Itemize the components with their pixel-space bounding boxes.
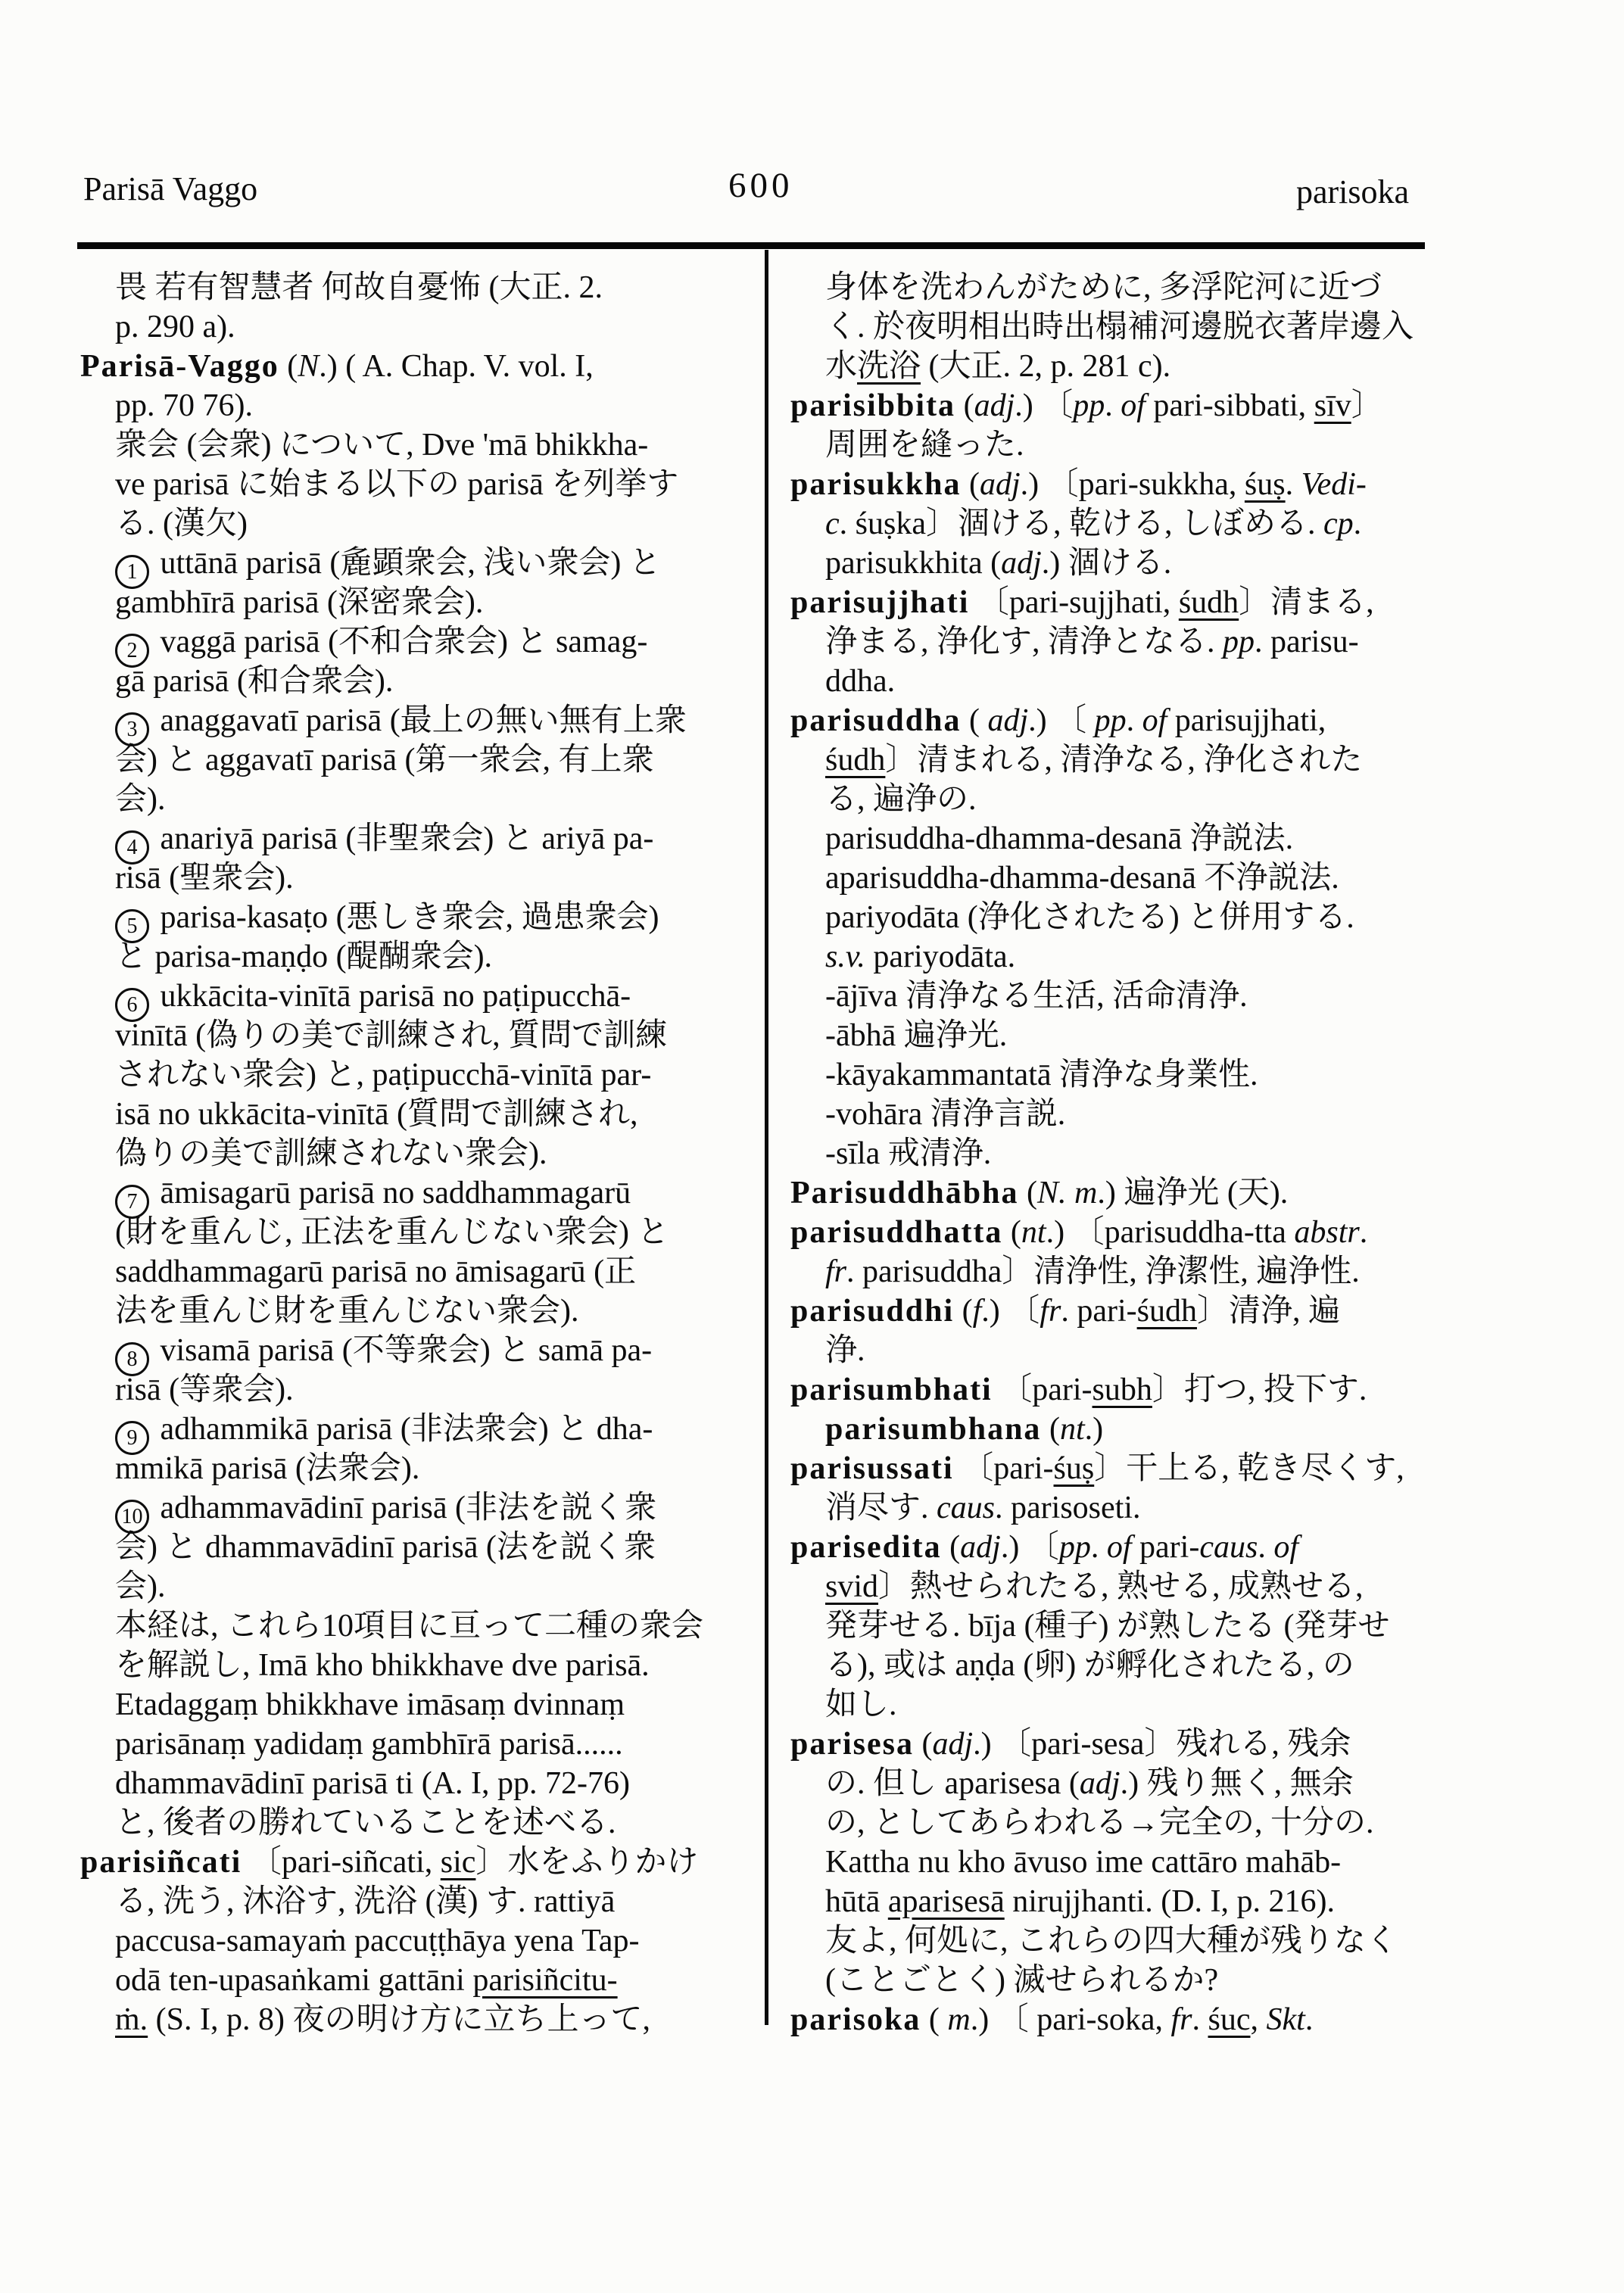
text-line: 会). — [115, 782, 166, 817]
text-line: -ābhā 遍浄光. — [825, 1018, 1008, 1053]
text-line: と parisa-maṇḍo (醍醐衆会). — [115, 939, 493, 974]
text-line: の. 但し aparisesa (adj.) 残り無く, 無余 — [825, 1766, 1354, 1801]
text-line: parisujjhati 〔pari-sujjhati, śudh〕清まる, — [790, 585, 1374, 620]
circled-number: 8 — [115, 1342, 149, 1376]
text-line: śudh〕清まれる, 清浄なる, 浄化された — [825, 743, 1363, 777]
text-line: (ことごとく) 滅せられるか? — [825, 1963, 1219, 1998]
right-column — [790, 268, 1431, 2039]
text-line: 衆会 (会衆) について, Dve 'mā bhikkha- — [115, 428, 649, 463]
text-line: 水洗浴 (大正. 2, p. 281 c). — [825, 349, 1171, 384]
circled-number: 9 — [115, 1421, 149, 1455]
text-line: Parisuddhābha (N. m.) 遍浄光 (天). — [790, 1176, 1289, 1210]
text-line: 9 adhammikā parisā (非法衆会) と dha- — [80, 1410, 766, 1449]
text-line: svid〕熱せられたる, 熟せる, 成熟せる, — [825, 1569, 1364, 1604]
circled-number: 10 — [115, 1500, 149, 1534]
text-line: parisukkha (adj.) 〔pari-sukkha, śuṣ. Vedi- — [790, 467, 1367, 502]
text-line: parisumbhana (nt.) — [825, 1412, 1104, 1447]
text-line: 身体を洗わんがために, 多浮陀河に近づ — [825, 270, 1382, 305]
circled-number: 3 — [115, 712, 149, 746]
circled-number: 5 — [115, 909, 149, 943]
text-line: 1 uttānā parisā (麁顕衆会, 浅い衆会) と — [80, 544, 766, 583]
text-line: pp. 70 76). — [115, 388, 253, 423]
text-line: 周囲を縫った. — [825, 428, 1024, 463]
text-line: parisiñcati 〔pari-siñcati, sic〕水をふりかけ — [80, 1845, 699, 1880]
circled-number: 1 — [115, 555, 149, 589]
text-line: isā no ukkācita-vinītā (質問で訓練され, — [115, 1097, 638, 1132]
circled-number: 6 — [115, 988, 149, 1022]
text-line: 会) と aggavatī parisā (第一衆会, 有上衆 — [115, 743, 654, 777]
text-line: 6 ukkācita-vinītā parisā no paṭipucchā- — [80, 977, 766, 1016]
text-line: parisuddha ( adj.) 〔 pp. of parisujjhati, — [790, 703, 1326, 738]
text-line: mmikā parisā (法衆会). — [115, 1451, 420, 1486]
text-line: parisoka ( m.) 〔 pari-soka, fr. śuc, Skt. — [790, 2002, 1314, 2037]
text-line: 偽りの美で訓練されない衆会). — [115, 1136, 547, 1171]
text-line: parisumbhati 〔pari-subh〕打つ, 投下す. — [790, 1372, 1367, 1407]
text-line: Parisā-Vaggo (N.) ( A. Chap. V. vol. I, — [80, 349, 594, 384]
text-line: 発芽せる. bīja (種子) が熟したる (発芽せ — [825, 1609, 1390, 1643]
text-line: parisuddha-dhamma-desanā 浄説法. — [825, 821, 1294, 856]
text-line: risā (等衆会). — [115, 1372, 294, 1407]
text-line: 友よ, 何処に, これらの四大種が残りなく — [825, 1924, 1398, 1958]
text-line: 本経は, これら10項目に亘って二種の衆会 — [115, 1609, 704, 1643]
text-line: parisibbita (adj.) 〔pp. of pari-sibbati, sīv〕 — [790, 388, 1383, 423]
header-rule — [77, 242, 1425, 249]
text-line: fr. parisuddha〕清浄性, 浄潔性, 遍浄性. — [825, 1254, 1360, 1289]
text-line: gambhīrā parisā (深密衆会). — [115, 585, 484, 620]
text-line: 会) と dhammavādinī parisā (法を説く衆 — [115, 1530, 656, 1565]
text-line: Etadaggaṃ bhikkhave imāsaṃ dvinnaṃ — [115, 1687, 625, 1722]
text-line: odā ten-upasaṅkami gattāni parisiñcitu- — [115, 1963, 618, 1998]
text-line: parisuddhi (f.) 〔fr. pari-śudh〕清浄, 遍 — [790, 1294, 1340, 1329]
text-line: s.v. pariyodāta. — [825, 939, 1016, 974]
text-line: c. śuṣka〕涸ける, 乾ける, しぼめる. cp. — [825, 506, 1362, 541]
text-line: parisānaṃ yadidaṃ gambhīrā parisā...... — [115, 1727, 623, 1762]
text-line: 8 visamā parisā (不等衆会) と samā pa- — [80, 1331, 766, 1370]
text-line: gā parisā (和合衆会). — [115, 664, 394, 699]
text-line: saddhammagarū parisā no āmisagarū (正 — [115, 1254, 637, 1289]
text-line: 7 āmisagarū parisā no saddhammagarū — [80, 1173, 766, 1213]
circled-number: 2 — [115, 634, 149, 668]
text-line: 会). — [115, 1569, 166, 1604]
text-line: る), 或は aṇḍa (卵) が孵化されたる, の — [825, 1648, 1354, 1683]
circled-number: 7 — [115, 1185, 149, 1219]
text-line: Kattha nu kho āvuso ime cattāro mahāb- — [825, 1845, 1342, 1880]
text-line: ddha. — [825, 664, 896, 699]
text-line: parisedita (adj.) 〔pp. of pari-caus. of — [790, 1530, 1298, 1565]
text-line: 3 anaggavatī parisā (最上の無い無有上衆 — [80, 701, 766, 740]
text-line: と, 後者の勝れていることを述べる. — [115, 1805, 616, 1840]
text-line: 2 vaggā parisā (不和合衆会) と samag- — [80, 622, 766, 662]
text-line: paccusa-samayaṁ paccuṭṭhāya yena Tap- — [115, 1924, 640, 1958]
running-head-left: Parisā Vaggo — [83, 170, 258, 207]
page-number: 600 — [728, 166, 793, 205]
text-line: 如し. — [825, 1687, 897, 1722]
text-line: る. (漢欠) — [115, 506, 248, 541]
text-line: 10 adhammavādinī parisā (非法を説く衆 — [80, 1488, 766, 1528]
text-line: -ājīva 清浄なる生活, 活命清浄. — [825, 979, 1248, 1014]
text-line: parisukkhita (adj.) 涸ける. — [825, 546, 1172, 581]
text-line: 浄まる, 浄化す, 清浄となる. pp. parisu- — [825, 625, 1359, 659]
text-line: parisuddhatta (nt.) 〔parisuddha-tta abstr. — [790, 1215, 1368, 1250]
text-line: の, としてあらわれる→完全の, 十分の. — [825, 1805, 1374, 1840]
text-line: parisesa (adj.) 〔pari-sesa〕残れる, 残余 — [790, 1727, 1351, 1762]
text-line: されない衆会) と, paṭipucchā-vinītā par- — [115, 1058, 652, 1092]
text-line: ve parisā に始まる以下の parisā を列挙す — [115, 467, 679, 502]
text-line: く. 於夜明相出時出榻補河邊脱衣著岸邊入 — [825, 310, 1414, 344]
text-line: を解説し, Imā kho bhikkhave dve parisā. — [115, 1648, 650, 1683]
text-line: hūtā aparisesā nirujjhanti. (D. I, p. 216). — [825, 1884, 1335, 1919]
text-line: 法を重んじ財を重んじない衆会). — [115, 1294, 579, 1329]
text-line: 5 parisa-kasaṭo (悪しき衆会, 過患衆会) — [80, 898, 766, 937]
text-line: 浄. — [825, 1333, 865, 1368]
text-line: dhammavādinī parisā ti (A. I, pp. 72-76) — [115, 1766, 630, 1801]
left-column — [80, 268, 766, 2039]
text-line: 畏 若有智慧者 何故自憂怖 (大正. 2. — [115, 270, 603, 305]
text-line: ṁ. (S. I, p. 8) 夜の明け方に立ち上って, — [115, 2002, 650, 2037]
text-line: risā (聖衆会). — [115, 861, 294, 896]
text-line: parisussati 〔pari-śuṣ〕干上る, 乾き尽くす, — [790, 1451, 1404, 1486]
text-line: vinītā (偽りの美で訓練され, 質問で訓練 — [115, 1018, 668, 1053]
circled-number: 4 — [115, 830, 149, 865]
text-line: -vohāra 清浄言説. — [825, 1097, 1066, 1132]
text-line: 4 anariyā parisā (非聖衆会) と ariyā pa- — [80, 819, 766, 858]
text-line: pariyodāta (浄化されたる) と併用する. — [825, 900, 1354, 935]
text-line: p. 290 a). — [115, 310, 235, 344]
text-line: -sīla 戒清浄. — [825, 1136, 992, 1171]
text-line: る, 洗う, 沐浴す, 洗浴 (漢) す. rattiyā — [115, 1884, 616, 1919]
running-head-right: parisoka — [1296, 173, 1410, 210]
text-line: (財を重んじ, 正法を重んじない衆会) と — [115, 1215, 669, 1250]
text-line: -kāyakammantatā 清浄な身業性. — [825, 1058, 1258, 1092]
text-line: る, 遍浄の. — [825, 782, 977, 817]
text-line: aparisuddha-dhamma-desanā 不浄説法. — [825, 861, 1339, 896]
text-line: 消尽す. caus. parisoseti. — [825, 1491, 1141, 1525]
